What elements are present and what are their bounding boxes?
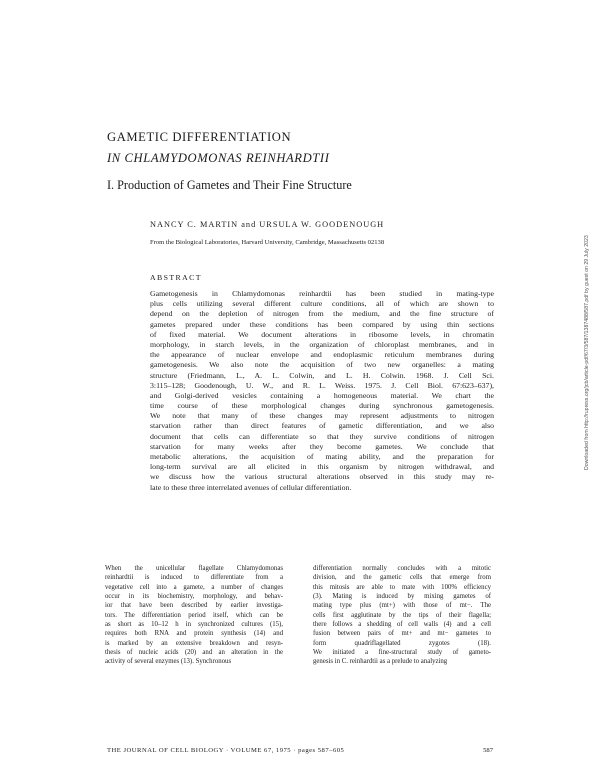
body-line: thesis of nucleic acids (20) and an alteration in the — [105, 649, 283, 657]
body-line: this mitosis are able to mate with 100% efficiency — [313, 583, 491, 591]
affiliation: From the Biological Laboratories, Harvard University, Cambridge, Massachusetts 02138 — [150, 239, 385, 246]
body-line: We initiated a fine-structural study of gameto- — [313, 649, 491, 657]
abstract-line: depend on the depletion of nitrogen from the medium, and the fine structure of — [150, 309, 494, 319]
body-line: fusion between pairs of mt+ and mt− gametes to — [313, 630, 491, 638]
abstract-line: document that cells can differentiate so that they survive conditions of nitrogen — [150, 431, 494, 441]
abstract-line: gametogenesis. We also note the acquisition of two new organelles: a mating — [150, 360, 494, 370]
article-subtitle: I. Production of Gametes and Their Fine Structure — [107, 178, 352, 192]
body-line: mating type plus (mt+) with those of mt−. The — [313, 602, 491, 610]
abstract-line: of fixed material. We document alterations in ribosome levels, in chromatin — [150, 329, 494, 339]
body-line: tors. The differentiation period itself, which can be — [105, 611, 283, 619]
abstract-line: long-term survival are all elicited in this organism by nitrogen withdrawal, and — [150, 462, 494, 472]
abstract-line: time course of these morphological changes during synchronous gametogenesis. — [150, 401, 494, 411]
body-line: (3). Mating is induced by mixing gametes of — [313, 593, 491, 601]
body-column-left — [105, 564, 283, 667]
download-watermark: Downloaded from http://rupress.org/jcb/article-pdf/67/3/587/1387488/587.pdf by guest on 29 July 2023 — [584, 235, 590, 470]
abstract-line: We note that many of these changes may represent adjustments to nitrogen — [150, 411, 494, 421]
abstract-line: we discuss how the various structural alterations observed in this study may re- — [150, 472, 494, 482]
body-line: is marked by an extensive breakdown and resyn- — [105, 639, 283, 647]
abstract-line: plus cells utilizing several different culture conditions, all of which are shown to — [150, 299, 494, 309]
abstract-line: metabolic alterations, the acquisition of mating ability, and the preparation for — [150, 452, 494, 461]
abstract-line: the appearance of nuclear envelope and endoplasmic reticulum membranes during — [150, 350, 494, 360]
body-line: occur in its biochemistry, morphology, and behav- — [105, 593, 283, 601]
body-column-right — [313, 564, 491, 667]
abstract-line: morphology, in starch levels, in the organization of chloroplast membranes, and in — [150, 339, 494, 349]
abstract-heading: ABSTRACT — [150, 273, 202, 282]
body-line: as short as 10–12 h in synchronized cultures (15), — [105, 621, 283, 629]
body-line: vegetative cell into a gamete, a number of changes — [105, 583, 283, 591]
abstract-line: 3:115–128; Goodenough, U. W., and R. L. Weiss. 1975. J. Cell Biol. 67:623–637), — [150, 380, 494, 390]
abstract-line: structure (Friedmann, L., A. L. Colwin, and L. H. Colwin. 1968. J. Cell Sci. — [150, 370, 494, 380]
body-line: activity of several enzymes (13). Synchronous — [105, 658, 232, 666]
abstract-line: starvation for many weeks after they become gametes. We conclude that — [150, 441, 494, 451]
authors: NANCY C. MARTIN and URSULA W. GOODENOUGH — [150, 220, 385, 229]
journal-footer: THE JOURNAL OF CELL BIOLOGY · VOLUME 67, 1975 · pages 587–605 — [107, 747, 345, 754]
body-line: form quadriflagellated zygotes (18). — [313, 639, 491, 647]
page-number: 587 — [483, 747, 493, 754]
abstract-line: and Golgi-derived vesicles containing a homogeneous material. We chart the — [150, 390, 494, 400]
body-line: ior that have been described by earlier investiga- — [105, 602, 283, 610]
abstract-line: starvation rather than direct features of gametic differentiation, and we also — [150, 421, 494, 431]
body-line: cells first agglutinate by the tips of their flagella; — [313, 611, 491, 619]
article-title-line2: IN CHLAMYDOMONAS REINHARDTII — [107, 151, 330, 165]
abstract-line: late to these three interrelated avenues of cellular differentiation. — [150, 482, 352, 492]
body-line: differentiation normally concludes with a mitotic — [313, 565, 491, 572]
abstract-line: Gametogenesis in Chlamydomonas reinhardtii has been studied in mating-type — [150, 289, 494, 298]
abstract-body — [150, 289, 494, 493]
body-line: division, and the gametic cells that emerge from — [313, 574, 491, 582]
body-line: reinhardtii is induced to differentiate from a — [105, 574, 283, 582]
body-line: there follows a shedding of cell walls (4) and a cell — [313, 621, 491, 629]
body-line: When the unicellular flagellate Chlamydomonas — [105, 565, 283, 572]
body-line: requires both RNA and protein synthesis (14) and — [105, 630, 283, 638]
abstract-line: gametes prepared under these conditions has been compared by using thin sections — [150, 319, 494, 329]
body-line: genesis in C. reinhardtii as a prelude to analyzing — [313, 658, 448, 666]
article-title-line1: GAMETIC DIFFERENTIATION — [107, 130, 292, 144]
